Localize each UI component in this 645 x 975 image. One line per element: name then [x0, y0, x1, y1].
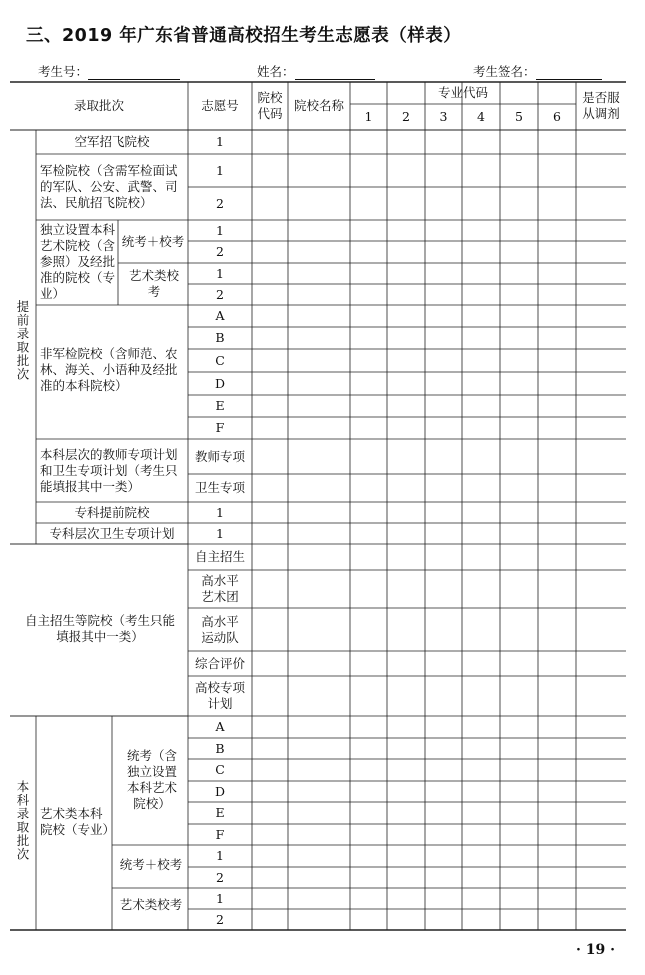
major-col-1: 1	[364, 109, 373, 124]
row-air-force: 空军招飞院校	[74, 134, 150, 149]
row-military: 军检院校（含需军检面试的军队、公安、武警、司法、民航招飞院校）	[40, 163, 178, 210]
wish-ug-D: D	[214, 783, 226, 799]
wish-ug-C: C	[215, 762, 225, 777]
wish-ug-B: B	[215, 740, 225, 756]
major-col-4: 4	[477, 109, 485, 124]
row-art-xiaokao2: 艺术类校考	[119, 897, 183, 912]
wish-ug-xk-2: 2	[216, 911, 224, 927]
header-school-code: 院校代码	[257, 90, 283, 121]
wish-ug-tk-2: 2	[216, 869, 224, 885]
row-art-xiaokao: 艺术类校考	[128, 268, 179, 299]
header-school-name: 院校名称	[293, 98, 344, 113]
row-junior-adv: 专科提前院校	[74, 504, 150, 520]
wish-mil-1: 1	[216, 162, 224, 178]
row-high-art: 高水平艺术团	[201, 573, 239, 604]
row-tongkao-xiaokao: 统考＋校考	[121, 233, 185, 249]
wish-teacher: 教师专项	[194, 448, 245, 464]
wish-ug-F: F	[215, 826, 225, 842]
wish-health: 卫生专项	[194, 480, 245, 495]
wish-ug-A: A	[215, 719, 225, 734]
header-batch: 录取批次	[73, 98, 124, 113]
row-comprehensive: 综合评价	[194, 655, 245, 671]
wish-nm-C: C	[215, 352, 225, 368]
wish-nm-A: A	[215, 308, 225, 323]
wish-air-1: 1	[216, 134, 224, 149]
wish-jhealth-1: 1	[216, 525, 224, 541]
wish-ug-xk-1: 1	[216, 890, 224, 906]
wish-art-xk-2: 2	[216, 286, 224, 302]
wish-jadv-1: 1	[216, 504, 224, 520]
wish-art-tk-2: 2	[216, 244, 224, 259]
header-wish-no: 志愿号	[201, 98, 239, 113]
wish-ug-E: E	[215, 805, 225, 820]
wish-nm-F: F	[215, 420, 225, 435]
wish-nm-D: D	[214, 375, 226, 391]
row-art-undergrad: 艺术类本科院校（专业）	[40, 806, 116, 837]
row-art-indep: 独立设置本科艺术院校（含参照）及经批准的院校（专业）	[40, 222, 116, 301]
exam-no-label: 考生号：	[38, 64, 89, 79]
section-undergrad: 本科录取批次	[15, 779, 30, 861]
wish-ug-tk-1: 1	[216, 848, 224, 863]
row-special-plan: 高校专项计划	[194, 680, 245, 711]
page-title: 三、2019 年广东省普通高校招生考生志愿表（样表）	[26, 26, 462, 46]
page-number: · 19 ·	[576, 942, 615, 958]
major-col-6: 6	[553, 109, 561, 124]
row-junior-health: 专科层次卫生专项计划	[49, 525, 175, 541]
major-col-3: 3	[439, 109, 448, 124]
wish-art-tk-1: 1	[216, 222, 224, 238]
wish-art-xk-1: 1	[216, 265, 224, 281]
header-adjust: 是否服从调剂	[582, 90, 620, 121]
wish-nm-E: E	[215, 398, 225, 413]
section-advance: 提前录取批次	[15, 299, 30, 381]
row-tongkao-xiaokao2: 统考＋校考	[119, 857, 183, 872]
row-non-military: 非军检院校（含师范、农林、海关、小语种及经批准的本科院校）	[40, 346, 178, 393]
header-major-code: 专业代码	[437, 85, 488, 100]
wish-nm-B: B	[215, 330, 225, 345]
row-high-sport: 高水平运动队	[201, 613, 239, 645]
row-teacher-health: 本科层次的教师专项计划和卫生专项计划（考生只能填报其中一类）	[40, 447, 178, 494]
major-col-2: 2	[402, 109, 410, 124]
row-self-recruit: 自主招生	[194, 549, 245, 564]
wish-mil-2: 2	[216, 195, 224, 211]
row-tongkao-incl: 统考（含独立设置本科艺术院校）	[126, 748, 177, 811]
name-label: 姓名：	[257, 64, 295, 79]
section-self: 自主招生等院校（考生只能填报其中一类）	[24, 613, 175, 644]
signature-label: 考生签名：	[473, 64, 536, 79]
major-col-5: 5	[515, 109, 523, 124]
